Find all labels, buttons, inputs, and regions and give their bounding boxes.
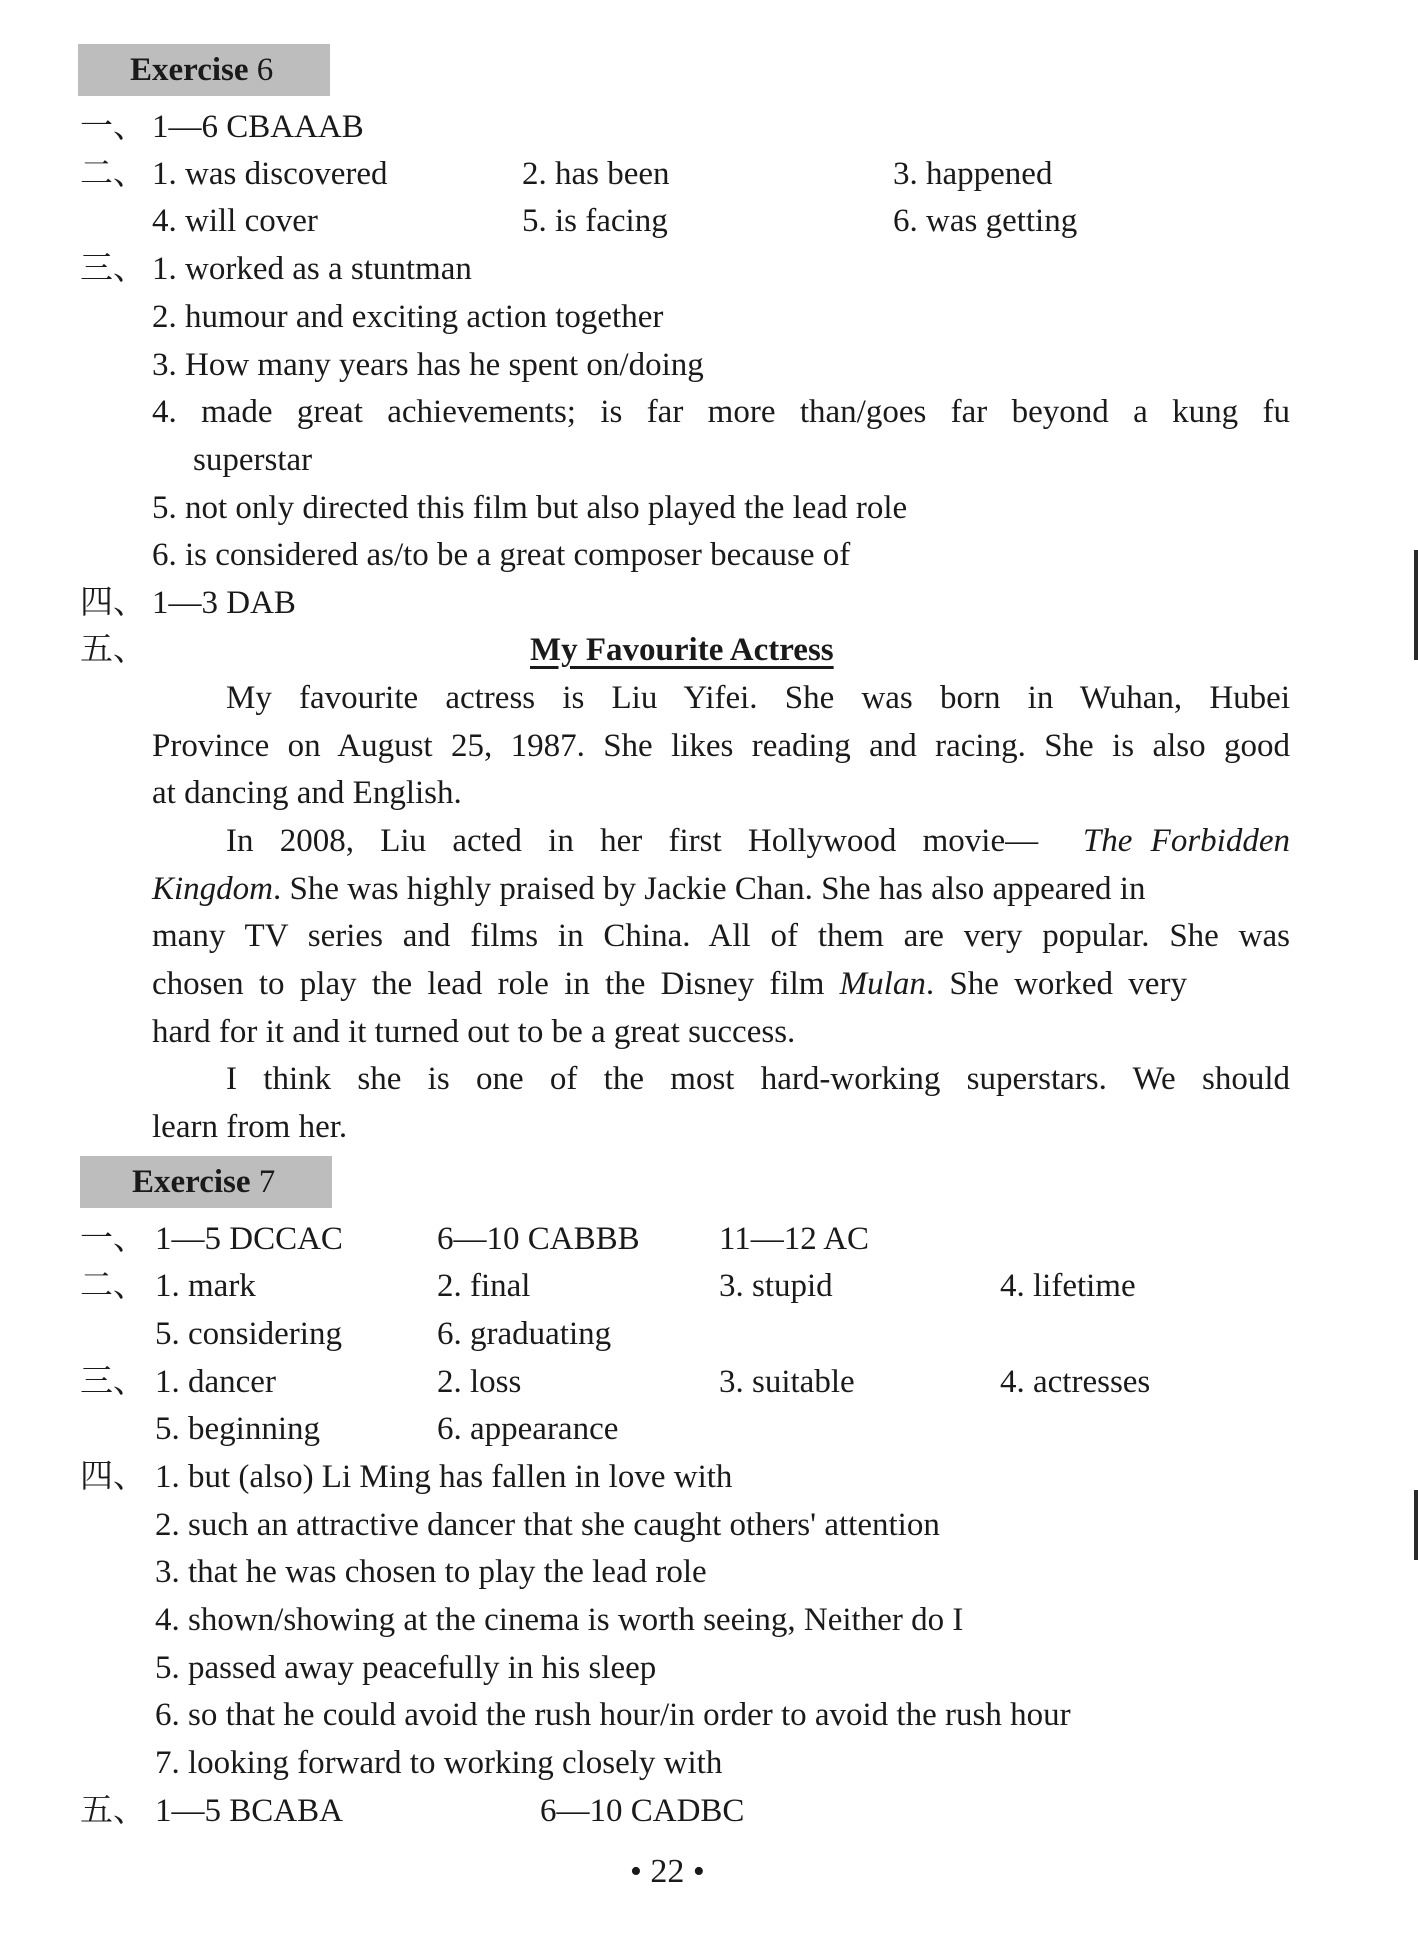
ex7-section-1-mark: 一、 (80, 1221, 146, 1257)
ex7-s3-item: 1. dancer (155, 1364, 276, 1400)
ex6-s3-line: superstar (193, 442, 313, 478)
ex7-s1-answer: 1—5 DCCAC (155, 1221, 343, 1257)
ex7-s3-item: 2. loss (437, 1364, 522, 1400)
exercise-7-label: Exercise (132, 1164, 251, 1200)
essay-line-rest: . She was highly praised by Jackie Chan. She has also appeared in (273, 871, 1146, 907)
essay-movie-title-cont: Kingdom (152, 871, 274, 907)
page-number: • 22 • (630, 1853, 705, 1890)
ex7-s2-item: 5. considering (155, 1316, 342, 1352)
ex6-section-3-mark: 三、 (80, 251, 146, 287)
ex7-s4-line: 3. that he was chosen to play the lead role (155, 1554, 707, 1590)
ex7-section-4-mark: 四、 (80, 1459, 146, 1495)
ex7-s2-item: 4. lifetime (1000, 1268, 1136, 1304)
essay-line (152, 968, 1290, 1001)
ex6-s2-item: 6. was getting (893, 203, 1078, 239)
ex7-section-3-mark: 三、 (80, 1364, 146, 1400)
essay-line: many TV series and films in China. All of them are very popular. She was (152, 918, 1290, 954)
ex7-s5-answer: 1—5 BCABA (155, 1793, 343, 1829)
ex7-s3-item: 3. suitable (719, 1364, 855, 1400)
ex7-s3-item: 6. appearance (437, 1411, 619, 1447)
essay-line: My favourite actress is Liu Yifei. She was born in Wuhan, Hubei (226, 680, 1290, 716)
essay-movie-title: The Forbidden (1082, 823, 1290, 859)
ex7-s4-line: 6. so that he could avoid the rush hour/in order to avoid the rush hour (155, 1697, 1071, 1733)
essay-line: hard for it and it turned out to be a great success. (152, 1014, 796, 1050)
ex7-s3-item: 5. beginning (155, 1411, 320, 1447)
essay-line-start: In 2008, Liu acted in her first Hollywood movie— (226, 823, 1039, 859)
ex6-section-2-mark: 二、 (80, 156, 146, 192)
ex7-s4-line: 1. but (also) Li Ming has fallen in love with (155, 1459, 733, 1495)
ex6-s4-answer: 1—3 DAB (152, 585, 296, 621)
exercise-6-label: Exercise (130, 52, 249, 88)
ex6-section-5-mark: 五、 (80, 632, 146, 668)
ex7-s3-item: 4. actresses (1000, 1364, 1151, 1400)
exercise-6-number: 6 (256, 52, 274, 88)
ex6-s2-item: 2. has been (522, 156, 670, 192)
essay-film-title: Mulan (839, 966, 926, 1002)
scan-edge-mark (1414, 1490, 1418, 1560)
ex7-s4-line: 4. shown/showing at the cinema is worth seeing, Neither do I (155, 1602, 964, 1638)
essay-line: at dancing and English. (152, 775, 462, 811)
ex7-section-2-mark: 二、 (80, 1268, 146, 1304)
ex7-s2-item: 6. graduating (437, 1316, 612, 1352)
ex7-s5-answer: 6—10 CADBC (540, 1793, 745, 1829)
exercise-7-number: 7 (258, 1164, 276, 1200)
ex7-s4-line: 2. such an attractive dancer that she caught others' attention (155, 1507, 940, 1543)
ex6-s3-line: 5. not only directed this film but also played the lead role (152, 490, 908, 526)
ex7-s2-item: 2. final (437, 1268, 531, 1304)
ex6-section-1-mark: 一、 (80, 109, 146, 145)
essay-line (152, 873, 1290, 906)
ex7-s4-line: 7. looking forward to working closely with (155, 1745, 723, 1781)
ex6-s3-line: 2. humour and exciting action together (152, 299, 664, 335)
ex6-s2-item: 5. is facing (522, 203, 668, 239)
essay-line-end: . She worked very (925, 966, 1187, 1002)
ex7-s2-item: 3. stupid (719, 1268, 833, 1304)
ex6-s2-item: 3. happened (893, 156, 1053, 192)
ex6-s3-line: 3. How many years has he spent on/doing (152, 347, 704, 383)
ex6-section-4-mark: 四、 (80, 585, 146, 621)
ex6-s2-item: 1. was discovered (152, 156, 388, 192)
ex7-section-5-mark: 五、 (80, 1793, 146, 1829)
essay-line-start: chosen to play the lead role in the Disney film (152, 966, 840, 1002)
essay-line: Province on August 25, 1987. She likes reading and racing. She is also good (152, 728, 1290, 764)
essay-line: I think she is one of the most hard-working superstars. We should (226, 1061, 1290, 1097)
scan-edge-mark (1414, 550, 1418, 660)
ex6-s3-line: 4. made great achievements; is far more than/goes far beyond a kung fu (152, 394, 1290, 430)
exercise-7-header (80, 1156, 332, 1208)
ex6-s2-item: 4. will cover (152, 203, 318, 239)
ex6-s3-line: 6. is considered as/to be a great composer because of (152, 537, 851, 573)
ex7-s4-line: 5. passed away peacefully in his sleep (155, 1650, 657, 1686)
exercise-6-header (78, 44, 330, 96)
ex6-s1-answer: 1—6 CBAAAB (152, 109, 364, 145)
ex7-s1-answer: 6—10 CABBB (437, 1221, 640, 1257)
essay-line (226, 825, 1290, 858)
essay-line: learn from her. (152, 1109, 348, 1145)
ex7-s2-item: 1. mark (155, 1268, 256, 1304)
ex6-s3-line: 1. worked as a stuntman (152, 251, 472, 287)
ex7-s1-answer: 11—12 AC (719, 1221, 870, 1257)
essay-title: My Favourite Actress (530, 632, 834, 668)
